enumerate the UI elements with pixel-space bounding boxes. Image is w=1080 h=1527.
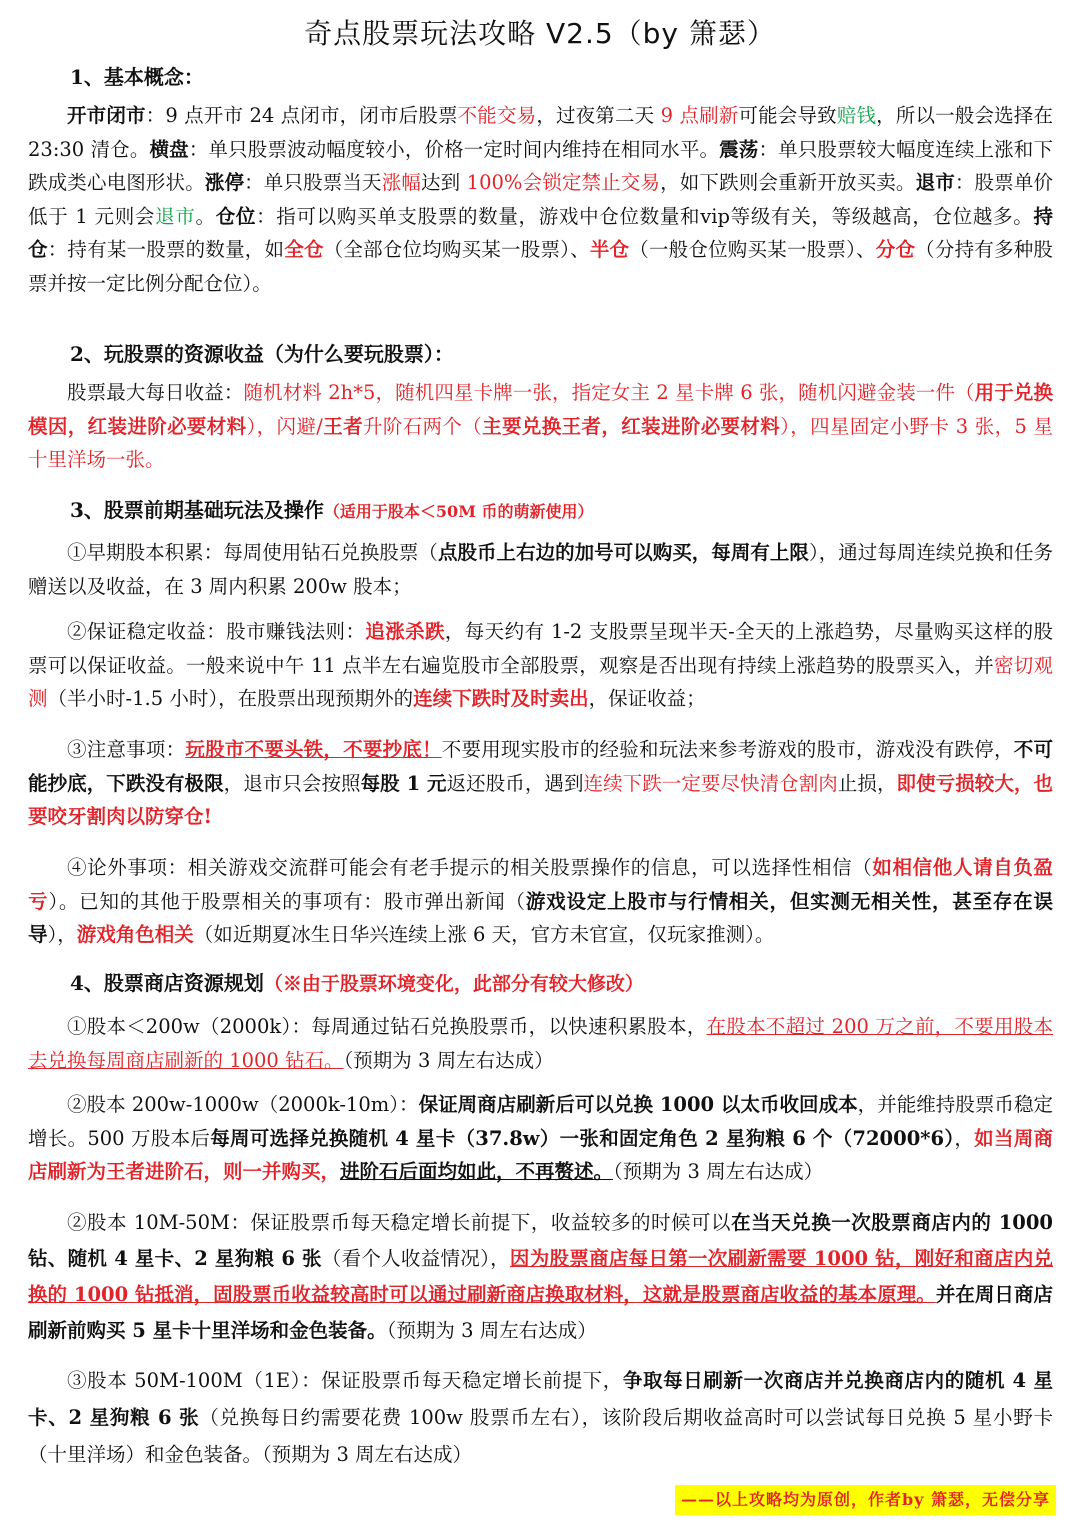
section-4-item-4: ③股本 50M-100M（1E）：保证股票币每天稳定增长前提下，争取每日刷新一次商店并兑换商店内的随机 4 星卡、2 星狗粮 6 张（兑换每日约需要花费 100w 股票币左右），该阶段后期收益高时可以尝试每日兑换 5 星小野卡（十里洋场）和金色装备。（预期为 3 周左右达成）: [28, 1369, 1053, 1466]
footer-credit: ——以上攻略均为原创，作者by 箫瑟，无偿分享: [675, 1485, 1056, 1515]
section-3-item-3: ③注意事项：玩股市不要头铁，不要抄底！不要用现实股市的经验和玩法来参考游戏的股市，游戏没有跌停，不可能抄底，下跌没有极限，退市只会按照每股 1 元返还股币，遇到连续下跌一定要尽快清仓割肉止损，即使亏损较大，也要咬牙割肉以防穿仓!: [28, 738, 1053, 829]
section-3-item-4: ④论外事项：相关游戏交流群可能会有老手提示的相关股票操作的信息，可以选择性相信（如相信他人请自负盈亏）。已知的其他于股票相关的事项有：股市弹出新闻（游戏设定上股市与行情相关，但实测无相关性，甚至存在误导），游戏角色相关（如近期夏冰生日华兴连续上涨 6 天，官方未官宣，仅玩家推测）。: [28, 856, 1053, 947]
section-4-item-3: ②股本 10M-50M：保证股票币每天稳定增长前提下，收益较多的时候可以在当天兑换一次股票商店内的 1000 钻、随机 4 星卡、2 星狗粮 6 张（看个人收益情况），因为股票商店每日第一次刷新需要 1000 钻，刚好和商店内兑换的 1000 钻抵消，固股票币收益较高时可以通过刷新商店换取材料，这就是股票商店收益的基本原理。并在周日商店刷新前购买 5 星卡十里洋场和金色装备。（预期为 3 周左右达成）: [28, 1211, 1053, 1342]
section-3-heading: 3、股票前期基础玩法及操作（适用于股本＜50M 币的萌新使用）: [70, 498, 594, 522]
section-4-item-2: ②股本 200w-1000w（2000k-10m）：保证周商店刷新后可以兑换 1000 以太币收回成本，并能维持股票币稳定增长。500 万股本后每周可选择兑换随机 4 星卡（37.8w）一张和固定角色 2 星狗粮 6 个（72000*6），如当周商店刷新为王者进阶石，则一并购买，进阶石后面均如此，不再赘述。（预期为 3 周左右达成）: [28, 1093, 1054, 1184]
section-3-item-1: ①早期股本积累：每周使用钻石兑换股票（点股币上右边的加号可以购买，每周有上限），通过每周连续兑换和任务赠送以及收益，在 3 周内积累 200w 股本；: [28, 541, 1053, 598]
section-4-heading: 4、股票商店资源规划（※由于股票环境变化，此部分有较大修改）: [70, 971, 644, 995]
section-4-item-1: ①股本＜200w（2000k）：每周通过钻石兑换股票币，以快速积累股本，在股本不超过 200 万之前，不要用股本去兑换每周商店刷新的 1000 钻石。（预期为 3 周左右达成）: [28, 1015, 1053, 1072]
document-title: 奇点股票玩法攻略 V2.5（by 箫瑟）: [304, 17, 776, 50]
section-4-note: （※由于股票环境变化，此部分有较大修改）: [263, 973, 644, 995]
section-3-note: （适用于股本＜50M 币的萌新使用）: [323, 502, 594, 521]
section-1-paragraph: 开市闭市：9 点开市 24 点闭市，闭市后股票不能交易，过夜第二天 9 点刷新可能会导致赔钱，所以一般会选择在 23:30 清仓。横盘：单只股票波动幅度较小，价格一定时间内维持在相同水平。震荡：单只股票较大幅度连续上涨和下跌成类心电图形状。涨停：单只股票当天涨幅达到 100%会锁定禁止交易，如下跌则会重新开放买卖。退市：股票单价低于 1 元则会退市。仓位：指可以购买单支股票的数量，游戏中仓位数量和vip等级有关，等级越高，仓位越多。持仓：持有某一股票的数量，如全仓（全部仓位均购买某一股票）、半仓（一般仓位购买某一股票）、分仓（分持有多种股票并按一定比例分配仓位）。: [28, 104, 1053, 295]
section-2-paragraph: 股票最大每日收益：随机材料 2h*5，随机四星卡牌一张，指定女主 2 星卡牌 6 张，随机闪避金装一件（用于兑换模因，红装进阶必要材料），闪避/王者升阶石两个（主要兑换王者，红装进阶必要材料），四星固定小野卡 3 张，5 星十里洋场一张。: [28, 381, 1053, 472]
section-3-item-2: ②保证稳定收益：股市赚钱法则：追涨杀跌，每天约有 1-2 支股票呈现半天-全天的上涨趋势，尽量购买这样的股票可以保证收益。一般来说中午 11 点半左右遍览股市全部股票，观察是否出现有持续上涨趋势的股票买入，并密切观测（半小时-1.5 小时），在股票出现预期外的连续下跌时及时卖出，保证收益；: [28, 620, 1053, 711]
section-2-heading: 2、玩股票的资源收益（为什么要玩股票）：: [70, 342, 454, 366]
section-1-heading: 1、基本概念：: [70, 65, 204, 89]
